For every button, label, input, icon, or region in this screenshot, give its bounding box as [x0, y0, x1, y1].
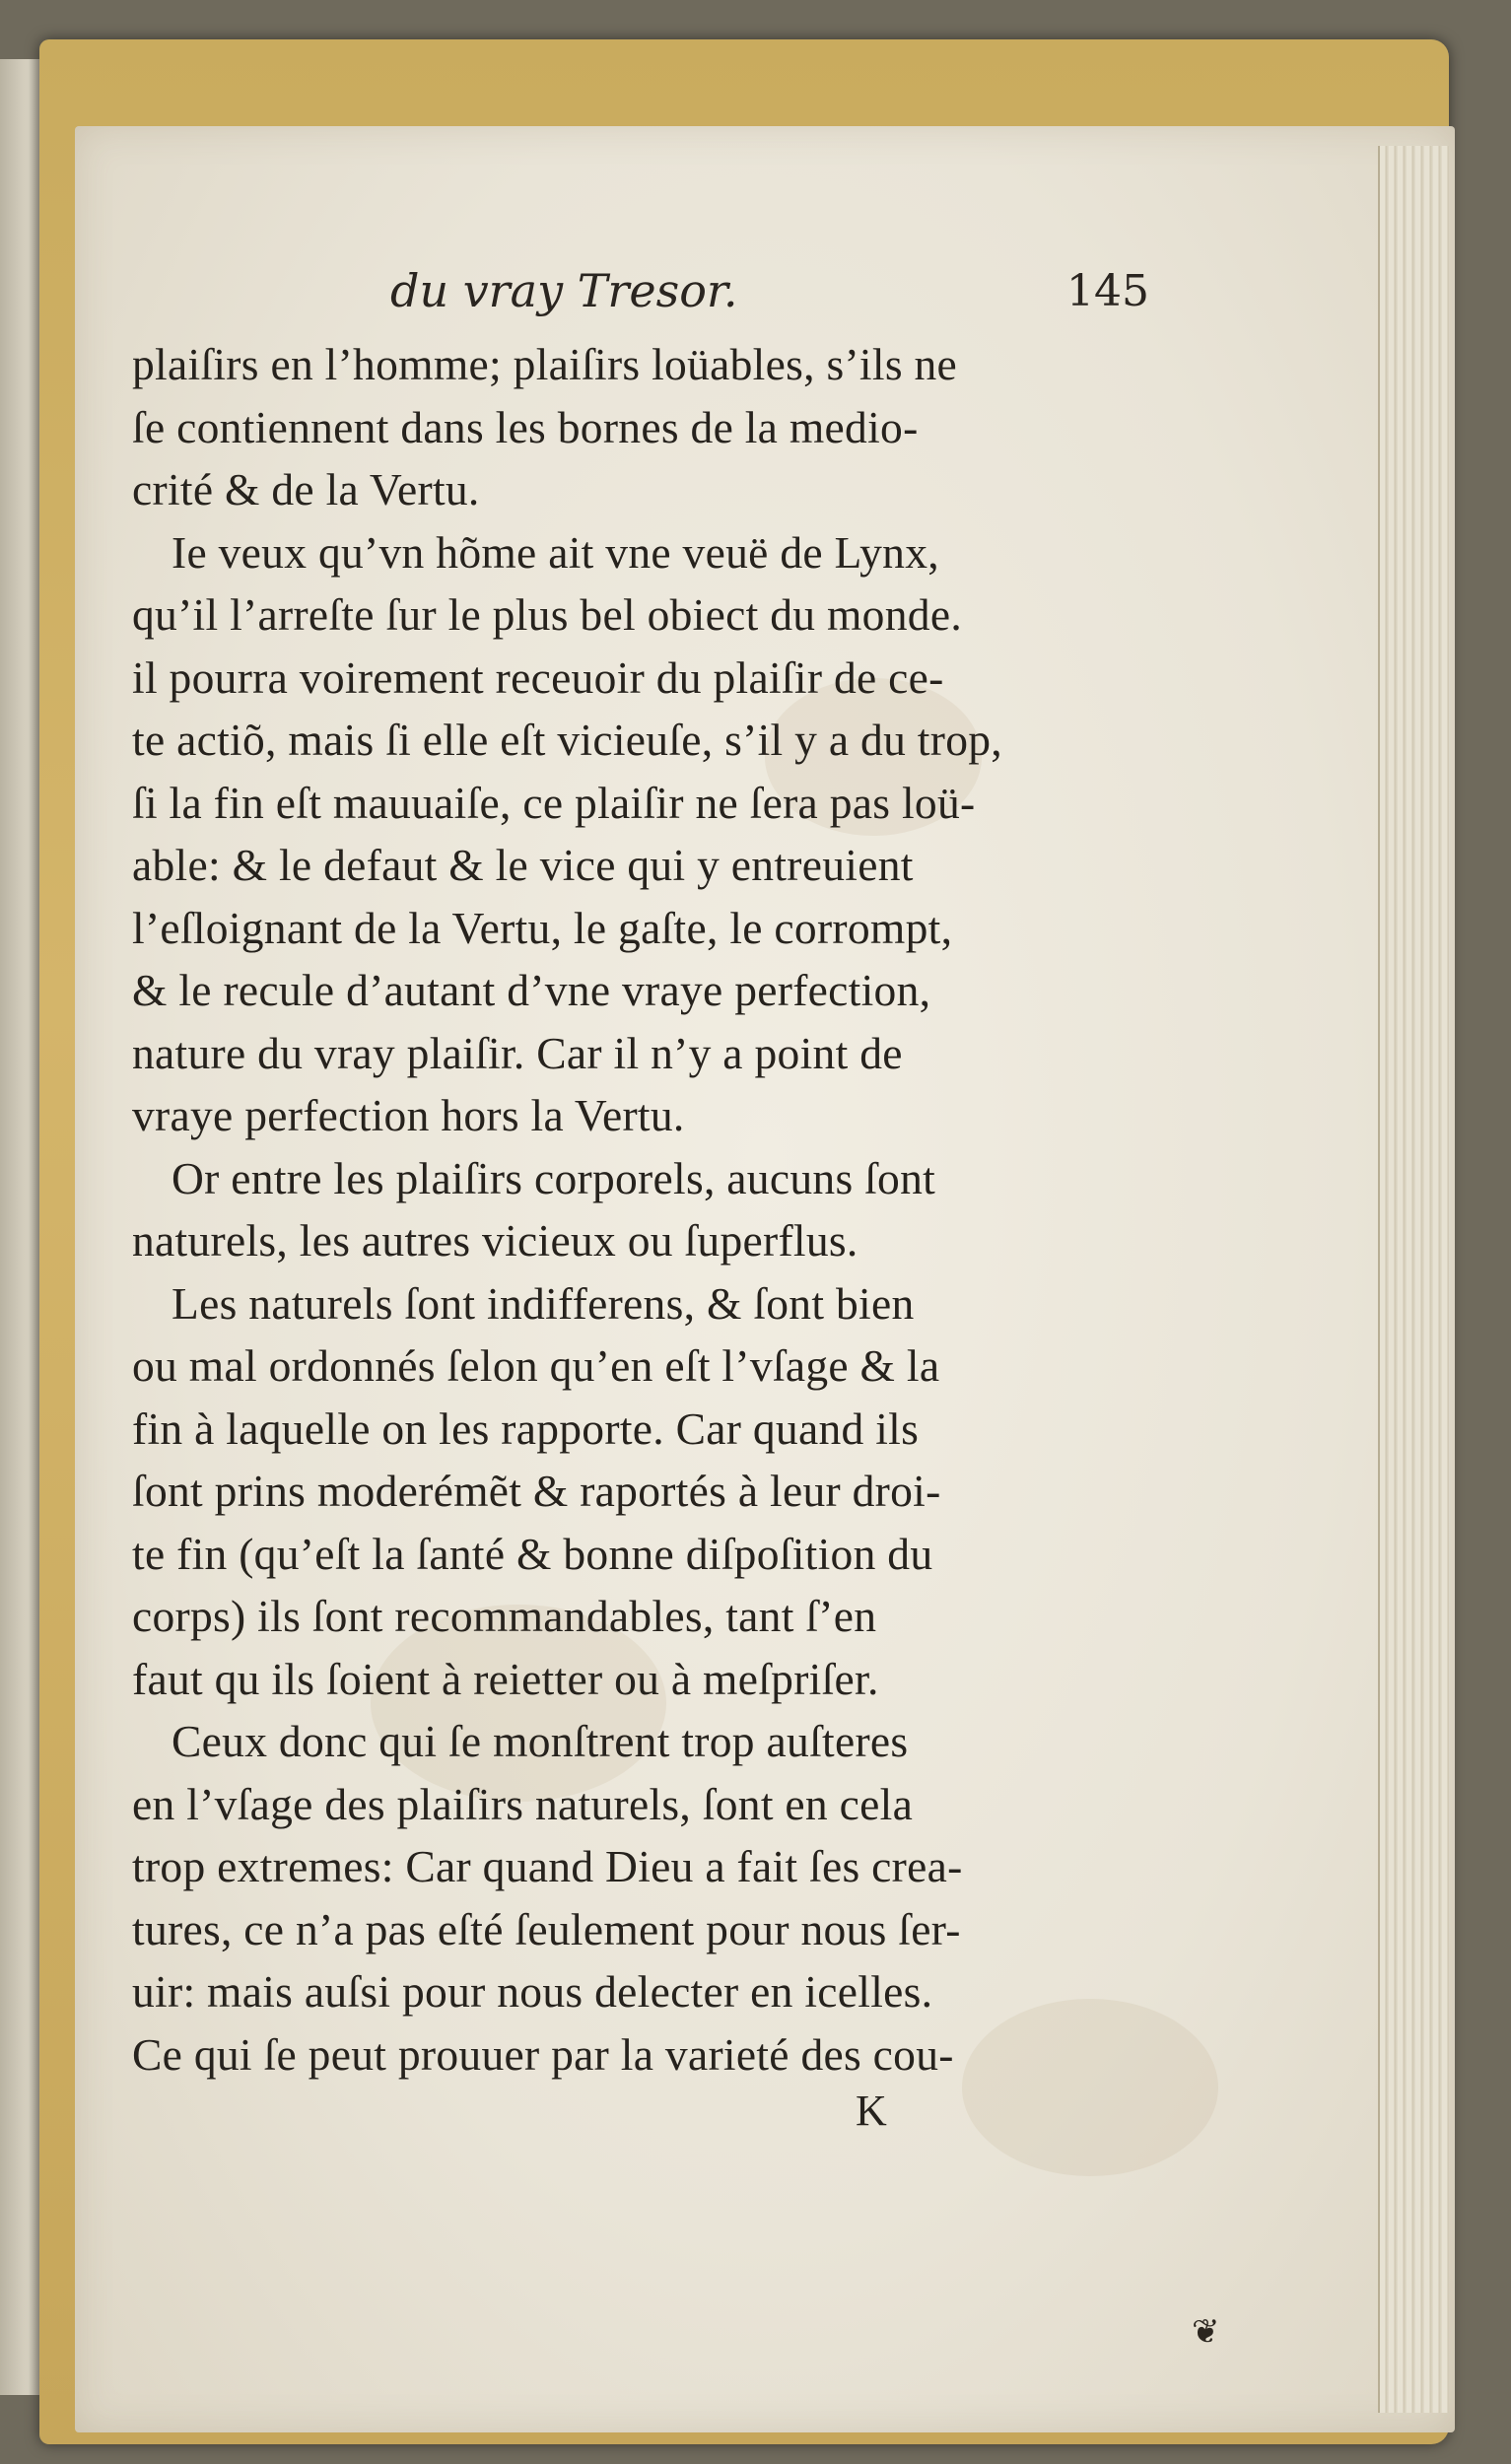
text-line: l’eſloignant de la Vertu, le gaſte, le corrompt,	[132, 902, 953, 953]
text-line: ou mal ordonnés ſelon qu’en eſt l’vſage & la	[132, 1340, 940, 1391]
text-line: Les naturels ſont indifferens, & ſont bien	[172, 1277, 915, 1329]
text-line: Or entre les plaiſirs corporels, aucuns ſont	[172, 1152, 936, 1203]
text-line: nature du vray plaiſir. Car il n’y a point de	[132, 1027, 903, 1078]
text-line: il pourra voirement receuoir du plaiſir de ce-	[132, 651, 944, 703]
catchword: K	[856, 2087, 887, 2135]
book-page	[75, 126, 1455, 2432]
text-line: plaiſirs en l’homme; plaiſirs loüables, s’ils ne	[132, 339, 958, 389]
text-line: fin à laquelle on les rapporte. Car quand ils	[132, 1403, 920, 1454]
text-line: naturels, les autres vicieux ou ſuperflus.	[132, 1215, 859, 1266]
text-line: te actiõ, mais ſi elle eſt vicieuſe, s’il y a du trop,	[132, 715, 1002, 765]
text-line: ſont prins moderémẽt & raportés à leur droi-	[132, 1466, 941, 1516]
text-line: uir: mais auſsi pour nous delecter en icelles.	[132, 1966, 933, 2017]
text-line: Ceux donc qui ſe monſtrent trop auſteres	[172, 1716, 909, 1766]
text-line: able: & le defaut & le vice qui y entreuient	[132, 840, 914, 890]
text-line: corps) ils ſont recommandables, tant ſ’en	[132, 1591, 877, 1641]
text-line: vraye perfection hors la Vertu.	[132, 1090, 685, 1140]
body-text	[132, 333, 1197, 2086]
text-line: trop extremes: Car quand Dieu a fait ſes crea-	[132, 1841, 963, 1891]
text-line: crité & de la Vertu.	[132, 464, 480, 514]
text-line: faut qu ils ſoient à reietter ou à meſpriſer.	[132, 1653, 879, 1704]
book-cover-board	[39, 39, 1449, 2444]
text-line: ſe contiennent dans les bornes de la medio-	[132, 401, 919, 452]
running-title: du vray Tresor.	[390, 264, 738, 317]
page-number: 145	[1066, 266, 1149, 316]
text-line: ſi la fin eſt mauuaiſe, ce plaiſir ne ſera pas loü-	[132, 777, 976, 828]
text-line: tures, ce n’a pas eſté ſeulement pour nous ſer-	[132, 1903, 961, 1954]
text-line: te fin (qu’eſt la ſanté & bonne diſpoſition du	[132, 1528, 933, 1579]
page-fore-edge	[1378, 146, 1449, 2413]
text-line: & le recule d’autant d’vne vraye perfection,	[132, 965, 931, 1015]
text-line: Ie veux qu’vn hõme ait vne veuë de Lynx,	[172, 526, 939, 578]
page-header	[390, 264, 1149, 343]
text-line: Ce qui ſe peut prouuer par la varieté des cou-	[132, 2028, 954, 2080]
ornament-mark: ❦	[1192, 2312, 1220, 2352]
text-line: qu’il l’arreſte ſur le plus bel obiect du monde.	[132, 589, 962, 640]
text-line: en l’vſage des plaiſirs naturels, ſont en cela	[132, 1778, 914, 1829]
